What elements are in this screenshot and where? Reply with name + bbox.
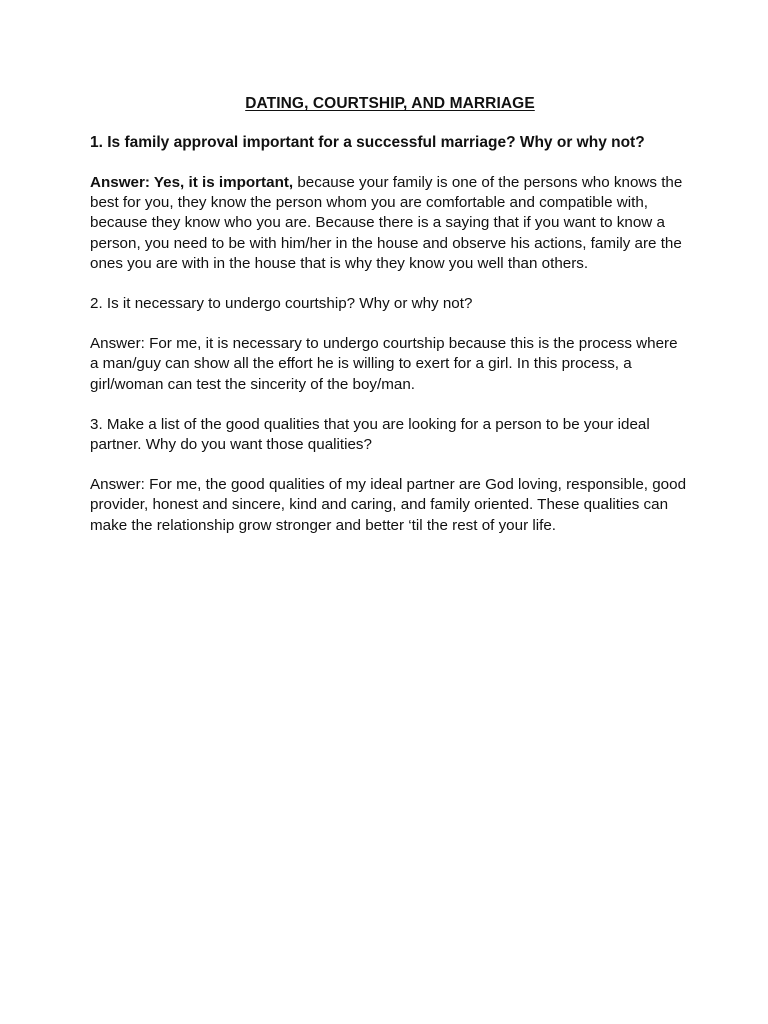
answer-2: Answer: For me, it is necessary to undergo courtship because this is the process where a man/guy can show all the effort he is willing to exert for a girl. In this process, a girl/woman can test the sincerity of the boy/man. bbox=[90, 335, 678, 393]
answer-1-lead: Answer: Yes, it is important, bbox=[90, 174, 294, 191]
answer-3: Answer: For me, the good qualities of my ideal partner are God loving, responsible, good provider, honest and sincere, kind and caring, and family oriented. These qualities can make the relationship grow stronger and better ‘til the rest of your life. bbox=[90, 476, 687, 534]
question-3: 3. Make a list of the good qualities that you are looking for a person to be your ideal partner. Why do you want those qualities? bbox=[90, 415, 650, 454]
document-body bbox=[90, 94, 690, 536]
document-title: DATING, COURTSHIP, AND MARRIAGE bbox=[245, 95, 535, 112]
question-1: 1. Is family approval important for a successful marriage? Why or why not? bbox=[90, 134, 645, 151]
answer-1-text: because your family is one of the persons who knows the best for you, they know the person whom you are comfortable and compatible with, because they know who you are. Because there is a saying that if you want to know a person, you need to be with him/her in the house and observe his actions, family are the ones you are with in the house that is why they know you well than others. bbox=[90, 174, 683, 272]
question-2: 2. Is it necessary to undergo courtship? Why or why not? bbox=[90, 295, 473, 313]
answer-1 bbox=[90, 173, 690, 274]
